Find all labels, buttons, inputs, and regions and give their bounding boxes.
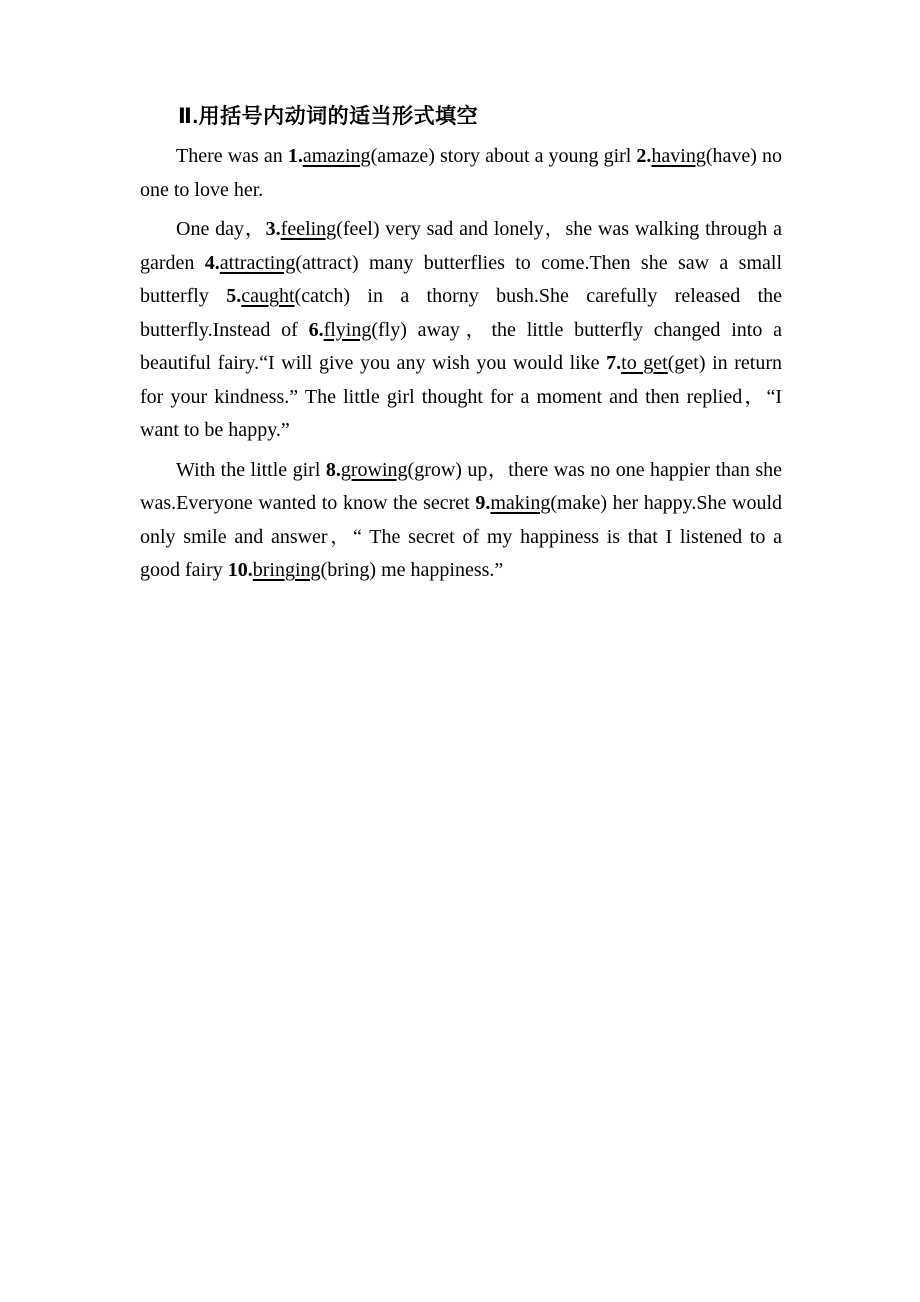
answer-blank: flying — [323, 318, 372, 341]
body-text: (attract) many butterflies to come.Then she saw a small butterfly — [140, 251, 788, 307]
answer-blank: to get — [621, 352, 668, 374]
body-text: (grow) up，there was no one happier than she was.Everyone wanted to know the secret — [140, 458, 787, 514]
paragraph — [140, 213, 788, 448]
answer-blank: making — [490, 492, 551, 514]
answer-number: 4. — [204, 251, 220, 274]
section-heading: Ⅱ.用括号内动词的适当形式填空 — [178, 105, 479, 128]
answer-number: 5. — [226, 285, 242, 307]
answer-blank: feeling — [280, 218, 337, 240]
answer-blank: amazing — [302, 145, 371, 167]
body-text: (make) her happy.She would only smile and answer，“ The secret of my happiness is that I listened to a good fairy — [140, 492, 788, 581]
passage — [140, 140, 788, 588]
body-text: (have) no one to love her. — [140, 145, 787, 201]
body-text: With the little girl — [176, 458, 326, 481]
answer-number: 10. — [227, 559, 253, 581]
answer-number: 9. — [475, 492, 491, 514]
body-text: (bring) me happiness.” — [320, 559, 504, 581]
body-text: (amaze) story about a young girl — [370, 145, 637, 167]
body-text: (catch) in a thorny bush.She carefully released the butterfly.Instead of — [140, 285, 787, 341]
paragraph — [140, 454, 788, 588]
answer-blank: growing — [340, 458, 408, 481]
answer-number: 7. — [606, 352, 622, 374]
answer-number: 6. — [308, 318, 324, 341]
body-text: There was an — [176, 145, 288, 167]
answer-number: 8. — [325, 458, 341, 481]
answer-blank: having — [651, 145, 706, 167]
body-text: (feel) very sad and lonely，she was walking through a garden — [140, 218, 787, 274]
body-text: (fly) away，the little butterfly changed into a beautiful fairy.“I will give you any wish you would like — [140, 318, 788, 374]
paragraph — [140, 140, 787, 207]
answer-number: 1. — [287, 145, 303, 167]
answer-blank: bringing — [252, 559, 321, 581]
answer-number: 3. — [265, 218, 281, 240]
answer-number: 2. — [636, 145, 652, 167]
body-text: One day， — [176, 218, 266, 240]
answer-blank: attracting — [219, 251, 296, 274]
body-text: (get) in return for your kindness.” The little girl thought for a moment and then replied，“I want to be happy.” — [140, 352, 787, 441]
answer-blank: caught — [241, 285, 295, 307]
